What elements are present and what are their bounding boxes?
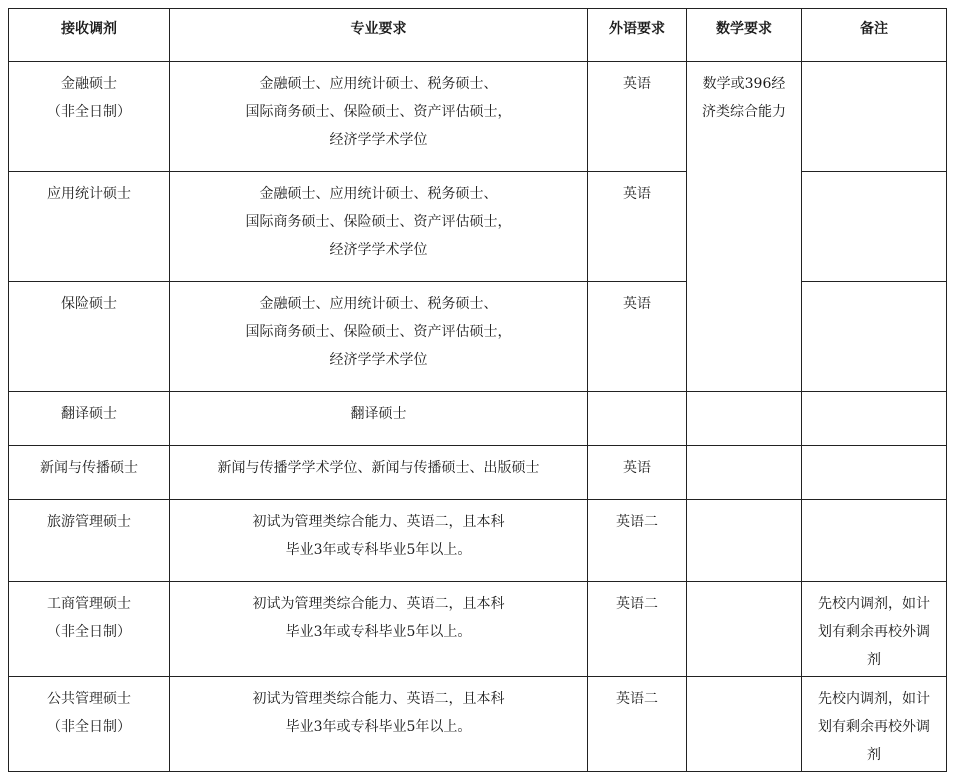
program-line: 翻译硕士 (61, 406, 117, 422)
program-cell (9, 446, 170, 500)
math-requirement: 数学或396经济类综合能力 (702, 76, 786, 120)
table-row (9, 172, 947, 282)
program-cell (9, 392, 170, 446)
major-cell (170, 500, 588, 582)
language-cell: 英语 (588, 62, 687, 172)
major-line: 经济学学术学位 (329, 132, 428, 148)
major-line: 金融硕士、应用统计硕士、税务硕士、 (259, 296, 498, 312)
language-cell: 英语二 (588, 500, 687, 582)
major-line: 国际商务硕士、保险硕士、资产评估硕士， (245, 214, 512, 230)
table-row (9, 500, 947, 582)
math-cell (687, 677, 802, 772)
program-line: （非全日制） (47, 624, 131, 640)
math-cell (687, 582, 802, 677)
note-cell (802, 500, 947, 582)
program-line: 公共管理硕士 (47, 691, 131, 707)
major-line: 金融硕士、应用统计硕士、税务硕士、 (259, 76, 498, 92)
major-line: 毕业3年或专科毕业5年以上。 (285, 624, 472, 640)
program-line: 保险硕士 (61, 296, 117, 312)
language-cell: 英语 (588, 282, 687, 392)
adjustment-table (8, 8, 947, 772)
major-line: 毕业3年或专科毕业5年以上。 (285, 542, 472, 558)
major-line: 国际商务硕士、保险硕士、资产评估硕士， (245, 324, 512, 340)
math-cell-merged (687, 62, 802, 392)
program-cell (9, 172, 170, 282)
table-row (9, 392, 947, 446)
note-cell (802, 62, 947, 172)
language-cell: 英语 (588, 446, 687, 500)
program-line: 工商管理硕士 (47, 596, 131, 612)
header-language: 外语要求 (588, 9, 687, 62)
program-line: 新闻与传播硕士 (40, 460, 138, 476)
major-line: 新闻与传播学学术学位、新闻与传播硕士、出版硕士 (217, 460, 540, 476)
table-row (9, 677, 947, 772)
header-math: 数学要求 (687, 9, 802, 62)
language-cell (588, 392, 687, 446)
major-cell (170, 282, 588, 392)
language-cell: 英语 (588, 172, 687, 282)
program-line: （非全日制） (47, 719, 131, 735)
program-cell (9, 582, 170, 677)
major-cell (170, 582, 588, 677)
major-cell (170, 392, 588, 446)
major-line: 翻译硕士 (350, 406, 407, 422)
major-line: 经济学学术学位 (329, 242, 428, 258)
major-line: 初试为管理类综合能力、英语二，且本科 (252, 596, 505, 612)
table-row (9, 582, 947, 677)
major-line: 毕业3年或专科毕业5年以上。 (285, 719, 472, 735)
major-cell (170, 62, 588, 172)
program-line: 应用统计硕士 (47, 186, 131, 202)
math-cell (687, 392, 802, 446)
note-cell: 先校内调剂，如计划有剩余再校外调剂 (802, 582, 947, 677)
note-cell (802, 392, 947, 446)
note-cell: 先校内调剂，如计划有剩余再校外调剂 (802, 677, 947, 772)
program-cell (9, 282, 170, 392)
math-cell (687, 446, 802, 500)
header-note: 备注 (802, 9, 947, 62)
major-cell (170, 172, 588, 282)
table-row (9, 282, 947, 392)
note-cell (802, 282, 947, 392)
program-line: 金融硕士 (61, 76, 117, 92)
note-cell (802, 172, 947, 282)
table-row (9, 62, 947, 172)
language-cell: 英语二 (588, 677, 687, 772)
program-line: 旅游管理硕士 (47, 514, 131, 530)
program-line: （非全日制） (47, 104, 131, 120)
major-line: 初试为管理类综合能力、英语二，且本科 (252, 514, 505, 530)
program-cell (9, 500, 170, 582)
program-cell (9, 62, 170, 172)
major-line: 国际商务硕士、保险硕士、资产评估硕士， (245, 104, 512, 120)
language-cell: 英语二 (588, 582, 687, 677)
major-line: 经济学学术学位 (329, 352, 428, 368)
header-row (9, 9, 947, 62)
header-major: 专业要求 (170, 9, 588, 62)
program-cell (9, 677, 170, 772)
math-cell (687, 500, 802, 582)
major-line: 金融硕士、应用统计硕士、税务硕士、 (259, 186, 498, 202)
note-cell (802, 446, 947, 500)
major-line: 初试为管理类综合能力、英语二，且本科 (252, 691, 505, 707)
major-cell (170, 677, 588, 772)
major-cell (170, 446, 588, 500)
header-program: 接收调剂 (9, 9, 170, 62)
table-row (9, 446, 947, 500)
